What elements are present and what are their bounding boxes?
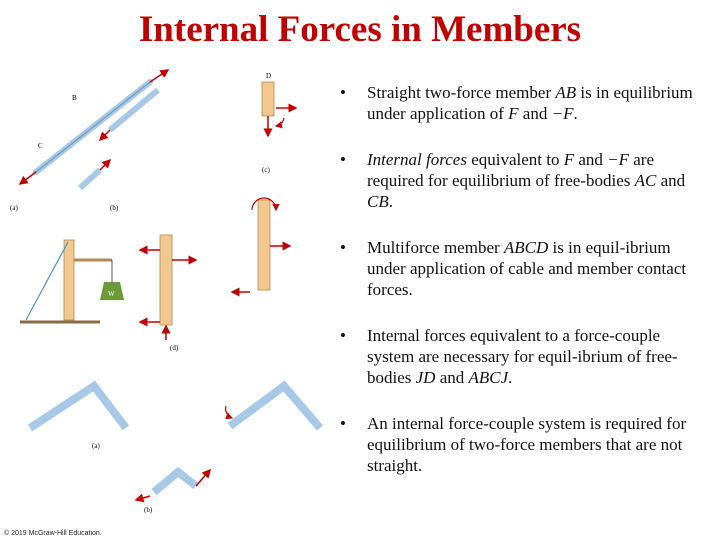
bullet-text: and: [574, 150, 608, 169]
figure-column-free-body: [232, 198, 290, 292]
bullet-dot: •: [340, 238, 346, 257]
bullet-dot: •: [340, 414, 346, 433]
bullet-item: [336, 325, 708, 388]
bullet-text: Internal forces equivalent to a force-couple system are necessary for equil-ibrium of free-bodies: [367, 326, 678, 387]
bullet-text: and: [435, 368, 469, 387]
label-D: D: [266, 72, 272, 80]
bullet-text: .: [573, 104, 578, 123]
copyright-notice: © 2019 McGraw-Hill Education.: [4, 530, 102, 537]
bullet-text-italic: CB: [367, 192, 389, 211]
bullet-text: .: [388, 192, 393, 211]
bullet-dot: •: [340, 83, 346, 102]
bullet-text-italic: AB: [555, 83, 577, 102]
bullet-text-italic: ABCD: [503, 238, 549, 257]
bullet-text: and: [518, 104, 552, 123]
bullet-text-italic: F: [508, 104, 519, 123]
bullet-item: [336, 413, 708, 476]
bullet-item: [336, 82, 708, 124]
bullet-text-italic: ABCJ: [468, 368, 509, 387]
bullet-text-italic: JD: [415, 368, 436, 387]
figure-bent-members: [30, 386, 320, 514]
bullet-text: is in equil-ibrium under application of cable and member contact forces.: [367, 238, 687, 299]
bullet-list: [336, 82, 708, 501]
bullet-item: [336, 237, 708, 300]
bullet-text-italic: −F: [551, 104, 574, 123]
figure-two-force-member: [10, 70, 168, 212]
bullet-text: are required for equilibrium of free-bodies: [367, 150, 655, 190]
bullet-text-italic: Internal forces: [367, 150, 467, 169]
bullet-text-italic: AC: [634, 171, 657, 190]
label-d: (d): [170, 344, 179, 352]
bullet-text: Straight two-force member: [367, 83, 556, 102]
label-B: B: [72, 94, 77, 102]
bullet-text: is in equilibrium under application of: [367, 83, 693, 123]
label-a: (a): [10, 204, 18, 212]
bullet-text: .: [508, 368, 513, 387]
figure-free-body-JD: [262, 72, 296, 174]
bullet-text-italic: −F: [607, 150, 630, 169]
label-b: (b): [110, 204, 119, 212]
bullet-item: [336, 149, 708, 212]
bullet-text: and: [656, 171, 686, 190]
label-a-bent: (a): [92, 442, 100, 450]
label-W: W: [108, 290, 115, 298]
label-C: C: [38, 142, 43, 150]
bullet-text-italic: F: [563, 150, 575, 169]
bullet-text: An internal force-couple system is required for equilibrium of two-force members that are not straight.: [367, 414, 687, 475]
figure-frame-with-cable: [20, 235, 196, 352]
label-c: (c): [262, 166, 270, 174]
internal-forces-figures: [0, 60, 340, 530]
label-b-bent: (b): [144, 506, 153, 514]
slide-title: Internal Forces in Members: [138, 9, 582, 50]
bullet-text: Multiforce member: [367, 238, 504, 257]
bullet-dot: •: [340, 326, 346, 345]
bullet-text: equivalent to: [466, 150, 564, 169]
bullet-dot: •: [340, 150, 346, 169]
